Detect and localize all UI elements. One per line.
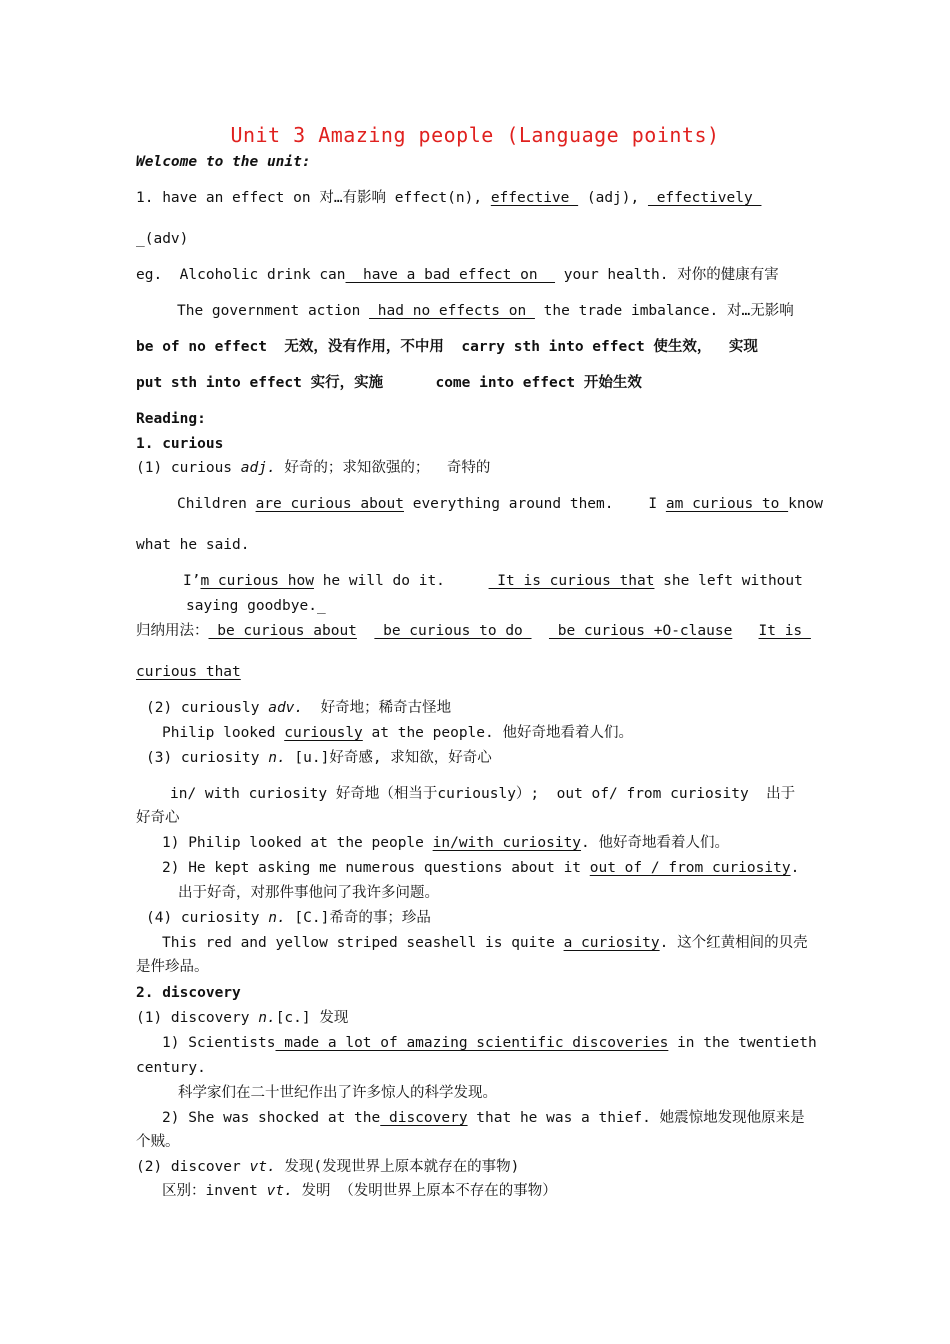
text-line: in/ with curiosity 好奇地（相当于curiously）; out of/ from curiosity 出于: [170, 786, 796, 802]
text-line: 好奇心: [136, 810, 180, 826]
text-line: 2) She was shocked at the discovery that he was a thief. 她震惊地发现他原来是: [162, 1110, 805, 1126]
text-line: _(adv): [136, 231, 189, 247]
text-line: what he said.: [136, 537, 250, 553]
text-line: Children are curious about everything around them. I am curious to know: [177, 496, 824, 512]
text-line: (1) curious adj. 好奇的；求知欲强的； 奇特的: [136, 460, 491, 476]
item-heading: 1. curious: [136, 436, 224, 452]
text-line: saying goodbye._: [186, 598, 326, 614]
text-line: I’m curious how he will do it. It is curious that she left without: [183, 573, 803, 589]
text-line: (3) curiosity n. [u.]好奇感, 求知欲，好奇心: [146, 750, 492, 766]
text-line: (1) discovery n.[c.] 发现: [136, 1010, 349, 1026]
text-line: curious that: [136, 664, 241, 680]
text-line: 科学家们在二十世纪作出了许多惊人的科学发现。: [178, 1085, 497, 1101]
text-line: 是件珍品。: [136, 959, 209, 975]
text-line: 1) Scientists made a lot of amazing scientific discoveries in the twentieth: [162, 1035, 817, 1051]
text-line: 1) Philip looked at the people in/with curiosity. 他好奇地看着人们。: [162, 835, 729, 851]
page-title: Unit 3 Amazing people (Language points): [230, 123, 720, 147]
text-line: eg. Alcoholic drink can have a bad effect on your health. 对你的健康有害: [136, 267, 779, 283]
text-line: 归纳用法： be curious about be curious to do be curious +O-clause It is: [136, 623, 811, 639]
text-line: put sth into effect 实行，实施 come into effect 开始生效: [136, 375, 642, 391]
text-line: 1. have an effect on 对…有影响 effect(n), effective (adj), effectively: [136, 190, 762, 206]
text-line: 个贼。: [136, 1134, 180, 1150]
text-line: 区别：invent vt. 发明 （发明世界上原本不存在的事物）: [162, 1183, 557, 1199]
section-heading-reading: Reading:: [136, 411, 206, 427]
text-line: This red and yellow striped seashell is quite a curiosity. 这个红黄相间的贝壳: [162, 935, 808, 951]
section-heading-welcome: Welcome to the unit:: [136, 154, 311, 170]
text-line: (2) discover vt. 发现(发现世界上原本就存在的事物): [136, 1159, 520, 1175]
text-line: century.: [136, 1060, 206, 1076]
item-heading: 2. discovery: [136, 985, 241, 1001]
text-line: be of no effect 无效，没有作用，不中用 carry sth into effect 使生效， 实现: [136, 339, 758, 355]
text-line: (2) curiously adv. 好奇地；稀奇古怪地: [146, 700, 452, 716]
text-line: 出于好奇，对那件事他问了我许多问题。: [178, 885, 439, 901]
text-line: The government action had no effects on the trade imbalance. 对…无影响: [177, 303, 794, 319]
text-line: Philip looked curiously at the people. 他好奇地看着人们。: [162, 725, 633, 741]
text-line: 2) He kept asking me numerous questions about it out of / from curiosity.: [162, 860, 800, 876]
text-line: (4) curiosity n. [C.]希奇的事；珍品: [146, 910, 431, 926]
